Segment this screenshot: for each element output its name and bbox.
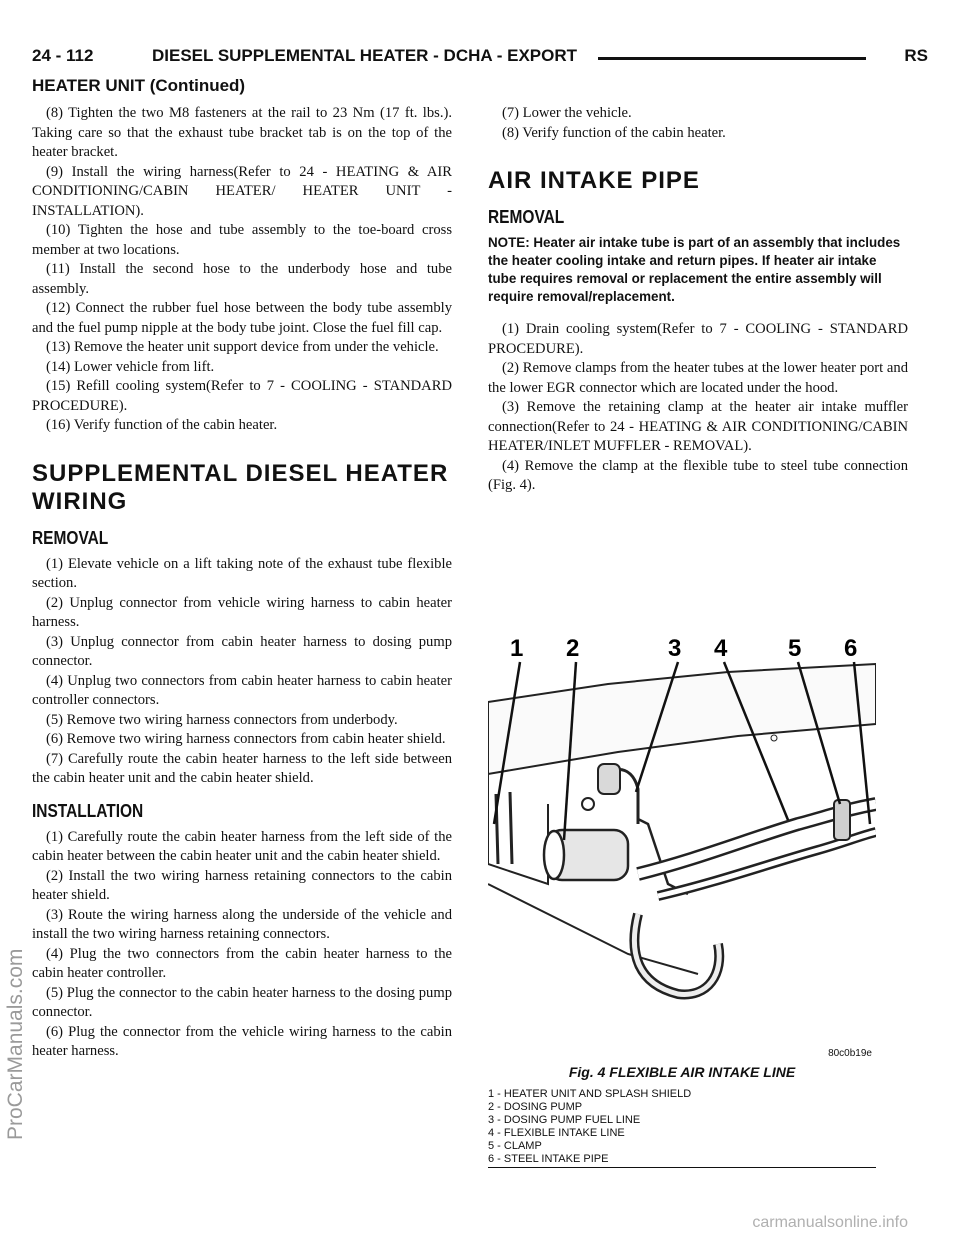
procedure-step: (8) Tighten the two M8 fasteners at the rail to 23 Nm (17 ft. lbs.). Taking care so that the exhaust tube bracket tab is on the top of the heater bracket. (32, 105, 452, 160)
legend-item: 5 - CLAMP (488, 1140, 542, 1152)
procedure-step: (7) Lower the vehicle. (502, 105, 632, 121)
hanging-hose (634, 914, 719, 994)
removal-step: (6) Remove two wiring harness connectors from cabin heater shield. (46, 731, 446, 747)
installation-step: (3) Route the wiring harness along the underside of the vehicle and install the two wiring harness retaining connectors. (32, 906, 452, 942)
installation-step: (6) Plug the connector from the vehicle wiring harness to the cabin heater harness. (32, 1023, 452, 1059)
legend-item: 4 - FLEXIBLE INTAKE LINE (488, 1127, 625, 1139)
installation-step: (1) Carefully route the cabin heater harness from the left side of the cabin heater between the cabin heater unit and the cabin heater shield. (32, 828, 452, 864)
left-column (32, 104, 452, 1062)
removal-step: (1) Drain cooling system(Refer to 7 - COOLING - STANDARD PROCEDURE). (488, 321, 908, 357)
header-rule (598, 57, 866, 60)
section-title-air-intake: AIR INTAKE PIPE (488, 167, 700, 194)
installation-step: (4) Plug the two connectors from the cabin heater harness to the cabin heater controller. (32, 945, 452, 981)
note: NOTE: Heater air intake tube is part of an assembly that includes the heater cooling intake and return pipes. If heater air intake tube requires removal or replacement the entire assembly will require removal/replacement. (488, 235, 901, 304)
procedure-step: (15) Refill cooling system(Refer to 7 - COOLING - STANDARD PROCEDURE). (32, 378, 452, 414)
removal-step: (4) Remove the clamp at the flexible tube to steel tube connection (Fig. 4). (488, 457, 908, 493)
installation-heading: INSTALLATION (32, 800, 144, 821)
callout-2: 2 (566, 635, 580, 662)
procedure-step: (10) Tighten the hose and tube assembly to the toe-board cross member at two locations. (32, 222, 452, 258)
right-column (488, 104, 908, 496)
procedure-step: (9) Install the wiring harness(Refer to 24 - HEATING & AIR CONDITIONING/CABIN HEATER/ HEATER UNIT - INSTALLATION). (32, 163, 452, 219)
installation-step: (5) Plug the connector to the cabin heater harness to the dosing pump connector. (32, 984, 452, 1020)
callout-4: 4 (714, 635, 728, 662)
removal-heading: REMOVAL (32, 527, 109, 548)
procedure-step: (12) Connect the rubber fuel hose between the body tube assembly and the fuel pump nipple at the body tube joint. Close the fuel fill cap. (32, 300, 452, 336)
installation-steps (32, 828, 452, 1062)
clamp (834, 800, 850, 840)
removal-heading-air-intake: REMOVAL (488, 207, 565, 227)
side-watermark: ProCarManuals.com (4, 948, 27, 1140)
bolt-hole (771, 735, 777, 741)
section-code: RS (904, 46, 928, 65)
legend-item: 6 - STEEL INTAKE PIPE (488, 1153, 609, 1165)
legend-item: 3 - DOSING PUMP FUEL LINE (488, 1114, 641, 1126)
removal-step: (3) Unplug connector from cabin heater harness to dosing pump connector. (32, 633, 452, 669)
legend-item: 1 - HEATER UNIT AND SPLASH SHIELD (488, 1088, 692, 1100)
figure-code: 80c0b19e (828, 1048, 872, 1059)
figure-illustration (488, 624, 876, 1044)
removal-steps (32, 555, 452, 789)
right-steps-top (488, 104, 908, 143)
figure-4 (488, 624, 876, 1168)
removal-step: (2) Remove clamps from the heater tubes at the lower heater port and the lower EGR connector which are located under the hood. (488, 360, 908, 396)
procedure-step: (13) Remove the heater unit support device from under the vehicle. (46, 339, 439, 355)
left-steps-top (32, 104, 452, 436)
page-title: DIESEL SUPPLEMENTAL HEATER - DCHA - EXPORT (152, 46, 578, 65)
page-header (32, 46, 928, 72)
legend-item: 2 - DOSING PUMP (488, 1101, 583, 1113)
dosing-pump-end (544, 831, 564, 879)
removal-step: (1) Elevate vehicle on a lift taking note of the exhaust tube flexible section. (32, 555, 452, 591)
removal-step: (4) Unplug two connectors from cabin heater harness to cabin heater controller connectors. (32, 672, 452, 708)
figure-legend (488, 1088, 691, 1166)
bolt (582, 798, 594, 810)
procedure-step: (16) Verify function of the cabin heater. (46, 417, 278, 433)
procedure-step: (14) Lower vehicle from lift. (46, 358, 215, 375)
figure-caption: Fig. 4 FLEXIBLE AIR INTAKE LINE (568, 1064, 796, 1080)
removal-step: (3) Remove the retaining clamp at the heater air intake muffler connection(Refer to 24 - HEATING & AIR CONDITIONING/CABIN HEATER/INLET MUFFLER - REMOVAL). (488, 399, 908, 454)
removal-step: (7) Carefully route the cabin heater harness to the left side between the cabin heater unit and the cabin heater shield. (32, 750, 452, 786)
callout-1: 1 (510, 635, 524, 662)
callout-3: 3 (668, 635, 682, 662)
underbody-rail (488, 664, 876, 774)
callout-6: 6 (844, 635, 858, 662)
continued-heading: HEATER UNIT (Continued) (32, 76, 246, 95)
procedure-step: (11) Install the second hose to the underbody hose and tube assembly. (32, 261, 452, 297)
page-number: 24 - 112 (32, 46, 94, 65)
callout-5: 5 (788, 635, 802, 662)
connector (598, 764, 620, 794)
bottom-watermark: carmanualsonline.info (752, 1214, 908, 1231)
removal-step: (5) Remove two wiring harness connectors from underbody. (46, 711, 398, 728)
procedure-step: (8) Verify function of the cabin heater. (502, 124, 726, 141)
installation-step: (2) Install the two wiring harness retaining connectors to the cabin heater shield. (32, 867, 452, 903)
removal-step: (2) Unplug connector from vehicle wiring harness to cabin heater harness. (32, 594, 452, 630)
figure-rule (488, 1167, 876, 1168)
air-intake-removal-steps (488, 320, 908, 496)
section-title-wiring: SUPPLEMENTAL DIESEL HEATER WIRING (32, 459, 449, 515)
